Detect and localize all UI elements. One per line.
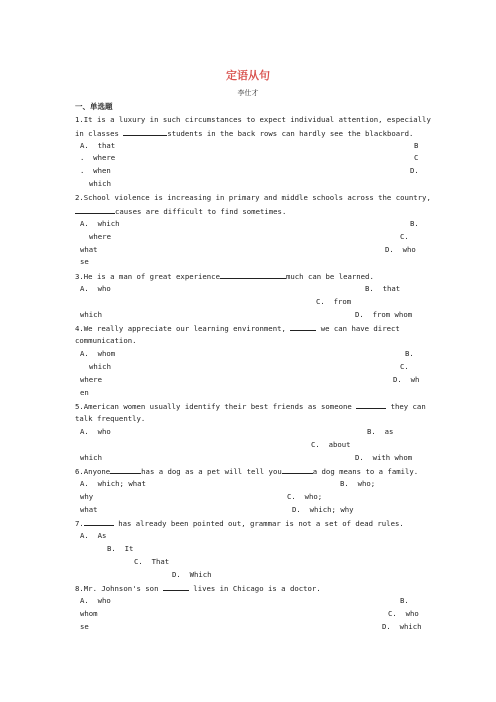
answer-blank bbox=[356, 401, 386, 409]
q4-line1: 4.We really appreciate our learning environment, we can have direct bbox=[75, 324, 400, 333]
option-a: A. which bbox=[80, 219, 120, 228]
option-b-cont: whom bbox=[80, 609, 98, 618]
q4-line2: communication. bbox=[75, 336, 137, 345]
option-b: B. bbox=[400, 596, 409, 605]
answer-blank bbox=[282, 466, 313, 474]
option-c: C. from bbox=[316, 297, 352, 306]
option-d: D. bbox=[410, 166, 419, 175]
option-c: C. bbox=[400, 232, 409, 241]
q2-line2: causes are difficult to find sometimes. bbox=[75, 206, 286, 216]
option-c-cont: se bbox=[80, 622, 89, 631]
q6-line1: 6.Anyone has a dog as a pet will tell you a dog means to a family. bbox=[75, 467, 419, 476]
option-c: C. That bbox=[134, 557, 170, 566]
option-d-cont: en bbox=[80, 388, 89, 397]
option-c-cont: which bbox=[80, 453, 102, 462]
option-d: D. wh bbox=[393, 375, 420, 384]
option-b: B. that bbox=[365, 284, 401, 293]
option-b: B. who; bbox=[340, 479, 376, 488]
option-b: B bbox=[414, 141, 419, 150]
option-d-cont: which bbox=[89, 179, 111, 188]
option-c: C. bbox=[400, 362, 409, 371]
option-c-cont: what bbox=[80, 505, 98, 514]
answer-blank bbox=[163, 583, 189, 591]
q3-line1: 3.He is a man of great experience much can be learned. bbox=[75, 272, 374, 281]
option-b-cont: which bbox=[89, 362, 111, 371]
option-c-cont: where bbox=[80, 375, 102, 384]
option-a: A. who bbox=[80, 284, 111, 293]
q2-line1: 2.School violence is increasing in primary and middle schools across the country, bbox=[75, 193, 431, 202]
section-heading: 一、单选题 bbox=[75, 102, 113, 111]
answer-blank bbox=[110, 466, 141, 474]
option-c-cont: what bbox=[80, 245, 98, 254]
q5-line1: 5.American women usually identify their best friends as someone they can bbox=[75, 402, 426, 411]
document-title: 定语从句 bbox=[226, 69, 270, 82]
q8-line1: 8.Mr. Johnson's son lives in Chicago is a doctor. bbox=[75, 584, 321, 593]
option-b: B. bbox=[405, 349, 414, 358]
option-c: C bbox=[414, 153, 419, 162]
option-b: B. bbox=[410, 219, 419, 228]
option-b-cont: why bbox=[80, 492, 94, 501]
answer-blank bbox=[123, 128, 167, 136]
option-b-cont: . where bbox=[80, 153, 116, 162]
option-a: A. whom bbox=[80, 349, 116, 358]
option-d: D. who bbox=[385, 245, 416, 254]
option-b-cont: where bbox=[89, 232, 111, 241]
q7-line1: 7. has already been pointed out, grammar is not a set of dead rules. bbox=[75, 519, 404, 528]
option-d: D. Which bbox=[172, 570, 212, 579]
option-d-cont: se bbox=[80, 257, 89, 266]
option-b: B. as bbox=[367, 427, 394, 436]
option-a: A. which; what bbox=[80, 479, 146, 488]
option-d: D. which bbox=[382, 622, 422, 631]
option-c: C. who bbox=[388, 609, 419, 618]
option-d: D. with whom bbox=[355, 453, 413, 462]
author-name: 李仕才 bbox=[237, 89, 259, 97]
option-d: D. which; why bbox=[292, 505, 354, 514]
option-c-cont: . when bbox=[80, 166, 111, 175]
answer-blank bbox=[84, 518, 114, 526]
option-c: C. about bbox=[311, 440, 351, 449]
option-d: D. from whom bbox=[355, 310, 413, 319]
option-a: A. As bbox=[80, 531, 107, 540]
option-c-cont: which bbox=[80, 310, 102, 319]
q5-line2: talk frequently. bbox=[75, 414, 146, 423]
q1-line2: in classes students in the back rows can hardly see the blackboard. bbox=[75, 129, 414, 138]
answer-blank bbox=[220, 271, 286, 279]
option-a: A. who bbox=[80, 427, 111, 436]
option-c: C. who; bbox=[287, 492, 323, 501]
answer-blank bbox=[290, 323, 316, 331]
option-a: A. who bbox=[80, 596, 111, 605]
option-b: B. It bbox=[107, 544, 134, 553]
q1-line1: 1.It is a luxury in such circumstances to expect individual attention, especially bbox=[75, 115, 431, 124]
option-a: A. that bbox=[80, 141, 116, 150]
answer-blank bbox=[75, 206, 115, 214]
